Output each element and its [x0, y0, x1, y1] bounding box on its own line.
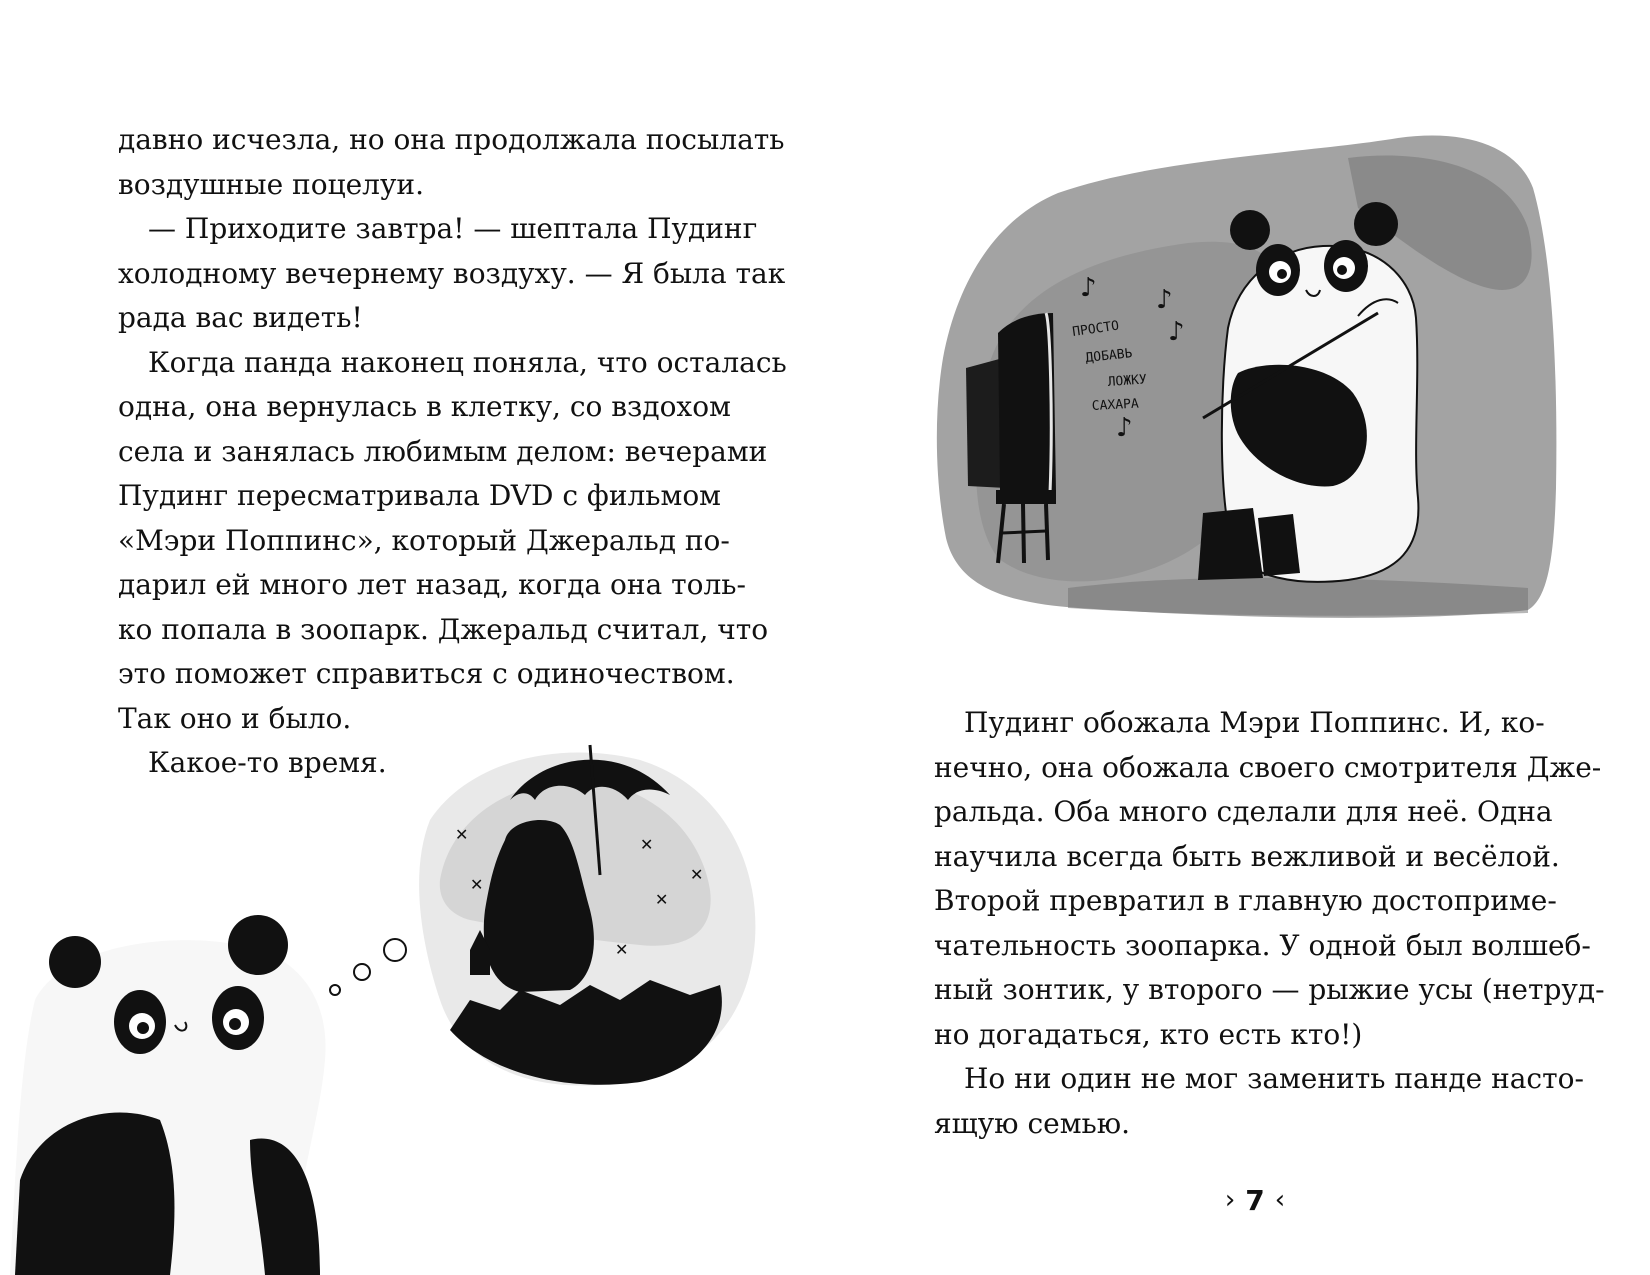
- svg-text:✕: ✕: [615, 940, 629, 959]
- thought-dot: [384, 939, 406, 961]
- left-page-text: [118, 118, 787, 786]
- panda: [10, 915, 326, 1275]
- svg-text:✕: ✕: [640, 835, 654, 854]
- text-line: научила всегда быть вежливой и весёлой.: [934, 839, 1560, 873]
- text-line: холодному вечернему воздуху. — Я была так: [118, 256, 786, 290]
- illustration-panda-watching-tv: [928, 118, 1568, 653]
- text-line: Какое-то время.: [148, 746, 387, 779]
- text-line: Пудинг обожала Мэри Поппинс. И, ко-: [964, 706, 1545, 739]
- thought-dot: [354, 964, 370, 980]
- text-line: нечно, она обожала своего смотрителя Дже-: [934, 750, 1602, 784]
- text-line: рада вас видеть!: [118, 301, 363, 334]
- svg-text:✕: ✕: [455, 825, 469, 844]
- chevron-right-icon: ›: [1224, 1185, 1236, 1215]
- page-number-value: 7: [1245, 1183, 1265, 1217]
- text-line: Но ни один не мог заменить панде насто-: [964, 1062, 1584, 1095]
- text-line: одна, она вернулась в клетку, со вздохом: [118, 390, 731, 423]
- illustration-panda-thinking: [0, 700, 780, 1275]
- svg-text:✕: ✕: [470, 875, 484, 894]
- text-line: ный зонтик, у второго — рыжие усы (нетруд-: [934, 973, 1605, 1006]
- text-line: «Мэри Поппинс», который Джеральд по-: [118, 523, 730, 557]
- lyric-line: САХАРА: [1091, 396, 1140, 414]
- thought-bubble: [419, 745, 755, 1086]
- text-line: дарил ей много лет назад, когда она толь-: [118, 568, 746, 601]
- text-line: воздушные поцелуи.: [118, 167, 424, 201]
- text-line: села и занялась любимым делом: вечерами: [118, 434, 768, 468]
- music-note-icon: ♪: [1156, 285, 1173, 315]
- text-line: ральда. Оба много сделали для неё. Одна: [934, 795, 1553, 828]
- music-note-icon: ♪: [1168, 317, 1185, 347]
- text-line: Пудинг пересматривала DVD с фильмом: [118, 479, 721, 512]
- lyric-line: ДОБАВЬ: [1084, 346, 1134, 366]
- chevron-left-icon: ‹: [1274, 1185, 1286, 1215]
- text-line: Так оно и было.: [118, 701, 352, 735]
- text-line: это поможет справиться с одиночеством.: [118, 657, 735, 690]
- lyric-line: ЛОЖКУ: [1107, 372, 1148, 390]
- music-note-icon: ♪: [1116, 413, 1133, 443]
- thought-dot: [330, 985, 340, 995]
- text-line: давно исчезла, но она продолжала посылать: [118, 123, 785, 156]
- text-line: Когда панда наконец поняла, что осталась: [148, 345, 787, 379]
- svg-text:✕: ✕: [690, 865, 704, 884]
- svg-text:✕: ✕: [655, 890, 669, 909]
- music-note-icon: ♪: [1080, 273, 1097, 303]
- text-line: но догадаться, кто есть кто!): [934, 1017, 1363, 1051]
- lyric-line: ПРОСТО: [1071, 318, 1121, 340]
- text-line: ко попала в зоопарк. Джеральд считал, что: [118, 612, 769, 646]
- text-line: Второй превратил в главную достоприме-: [934, 884, 1557, 917]
- text-line: ящую семью.: [934, 1106, 1130, 1140]
- right-page-text: [934, 701, 1605, 1146]
- text-line: чательность зоопарка. У одной был волшеб-: [934, 928, 1591, 962]
- page-number: [1190, 1180, 1320, 1220]
- text-line: — Приходите завтра! — шептала Пудинг: [148, 212, 758, 245]
